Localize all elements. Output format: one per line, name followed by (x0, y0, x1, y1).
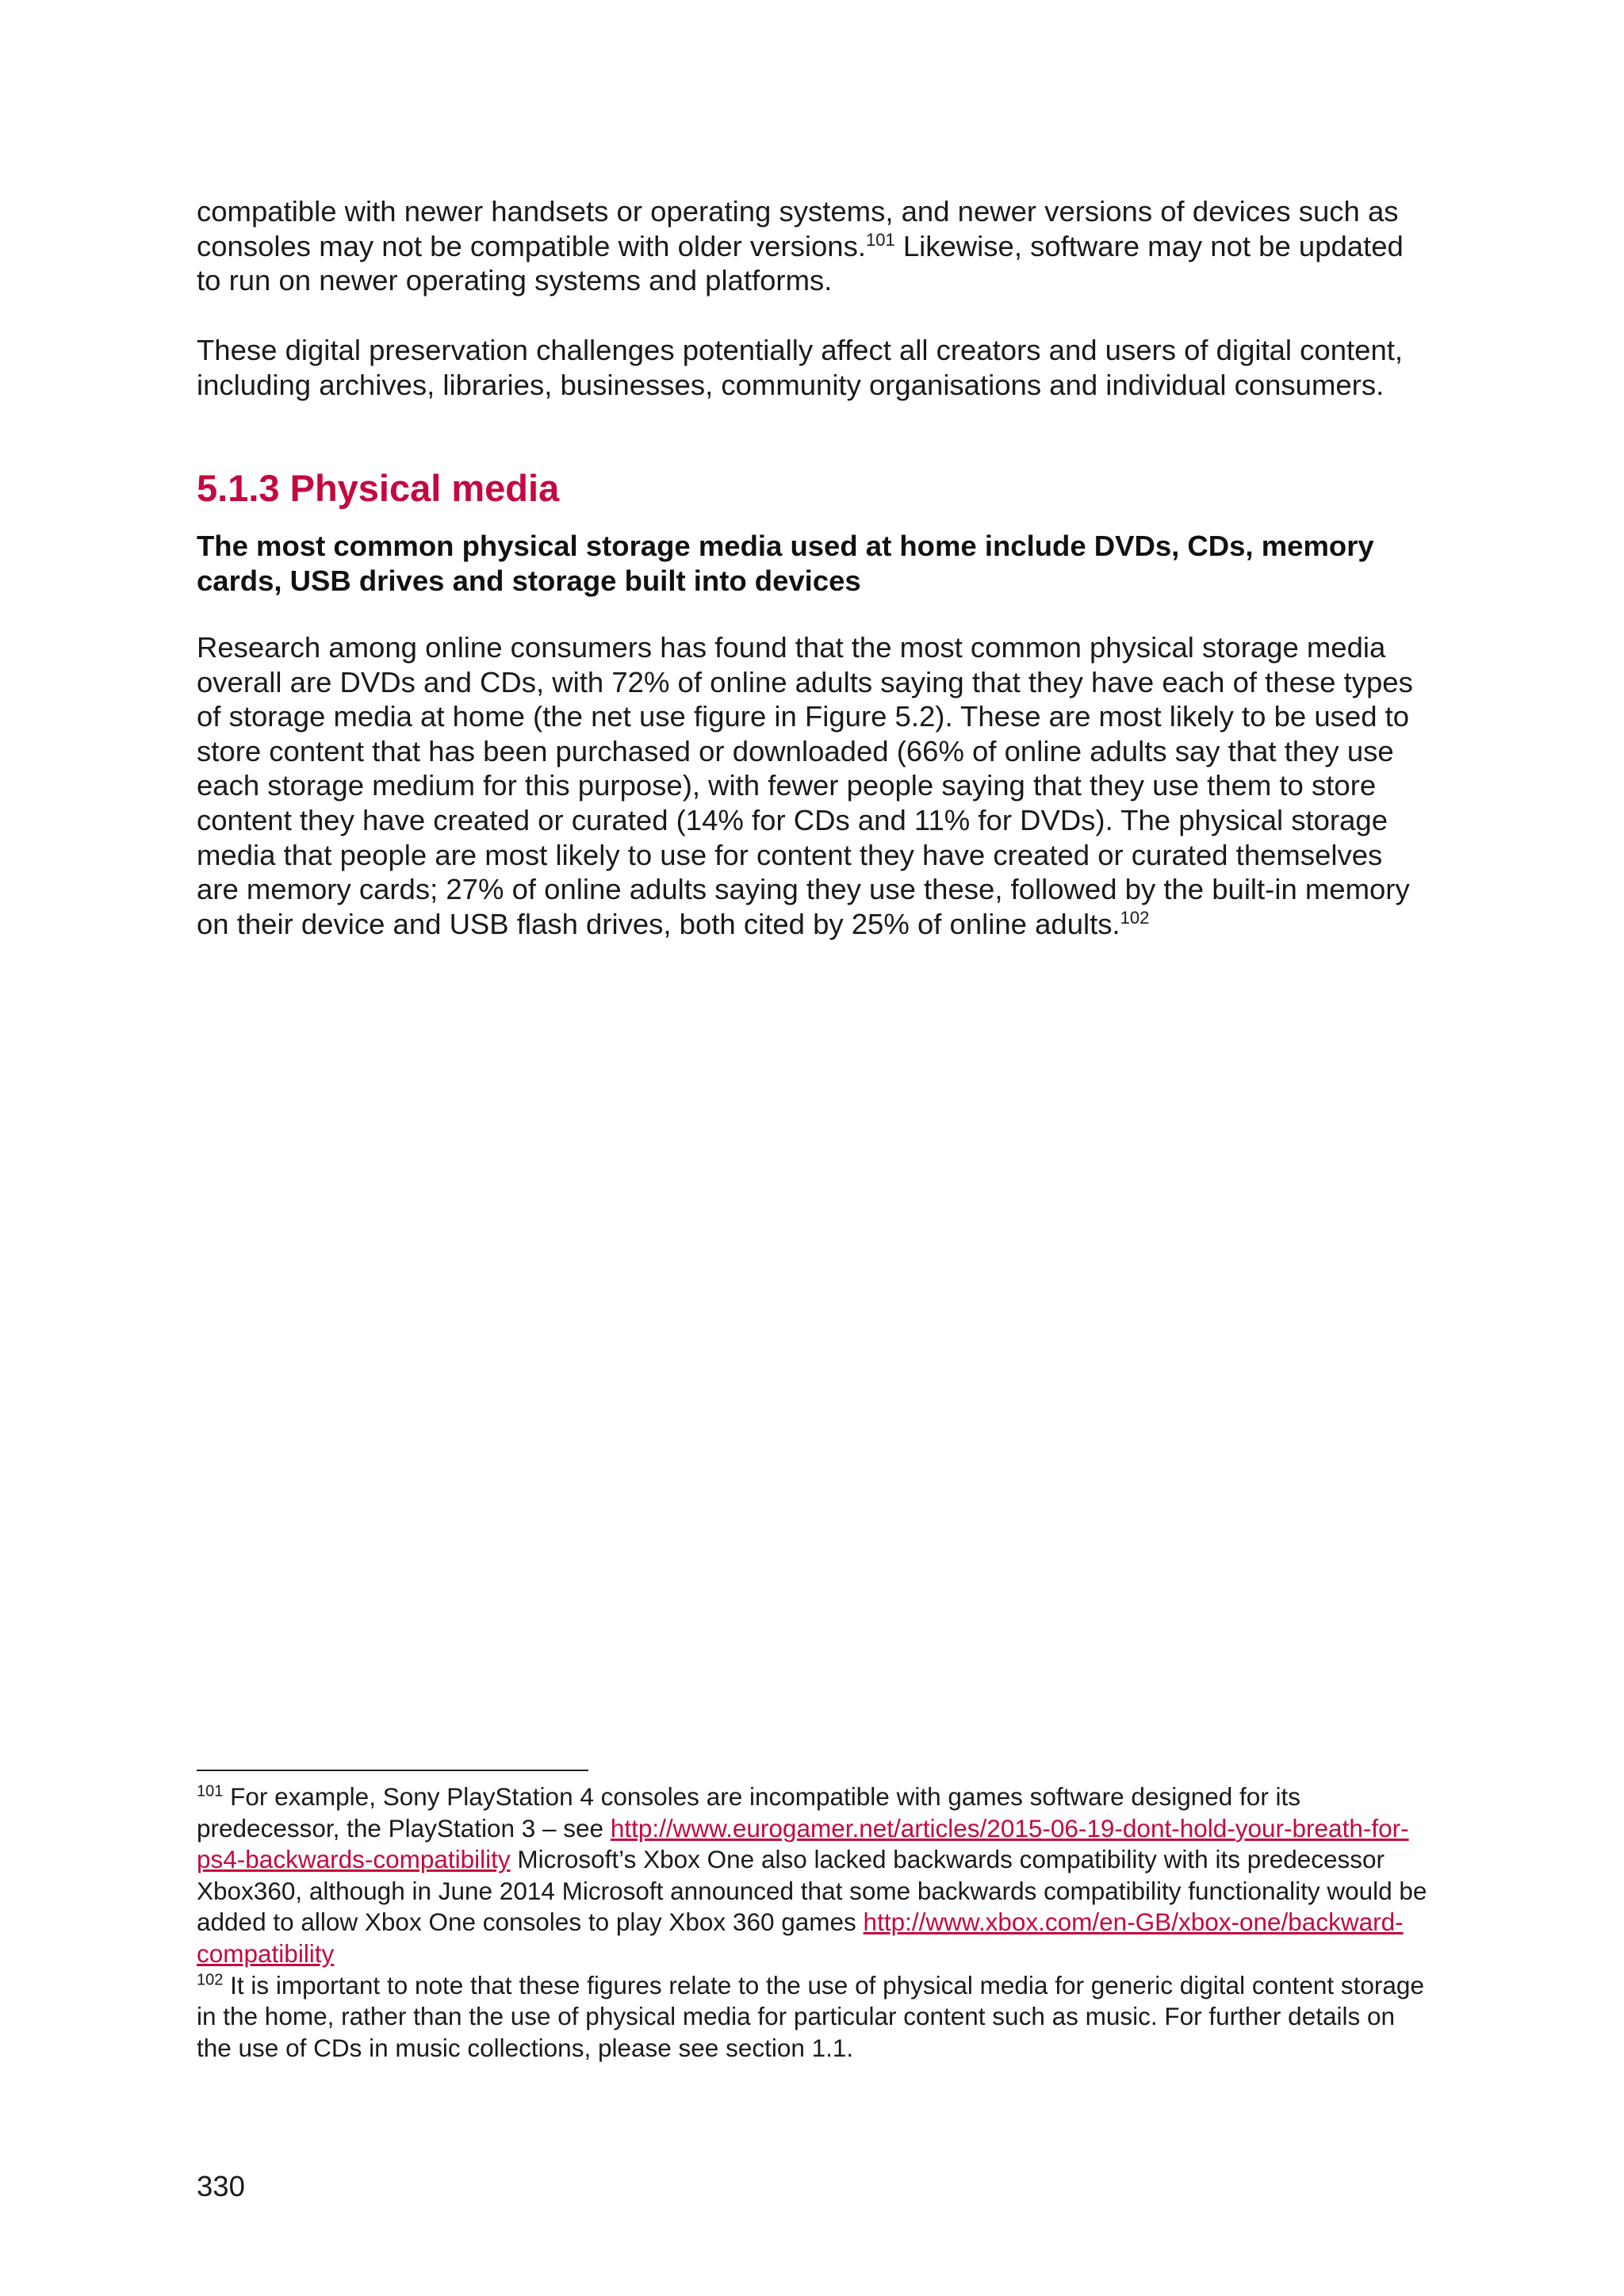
footnote-ref-101[interactable]: 101 (865, 229, 895, 250)
footnote-text: It is important to note that these figures relate to the use of physical media for generic digital content storage in the home, rather than the use of physical media for particular content such as music. For further details on the use of CDs in music collections, please see section 1.1. (197, 1970, 1424, 2062)
footnote-divider (197, 1770, 588, 1771)
footnotes (197, 1781, 1434, 2064)
footnote-number: 102 (197, 1971, 224, 1989)
footnote-text: Microsoft’s Xbox One also lacked backwards compatibility with its predecessor Xbox360, although in June 2014 Microsoft announced that some backwards compatibility functionality would be added to allow Xbox One consoles to play Xbox 360 games (197, 1845, 1427, 1937)
footnote-102 (197, 1970, 1434, 2064)
section-subheading: The most common physical storage media used at home include DVDs, CDs, memory cards, USB drives and storage built into devices (197, 530, 1374, 597)
paragraph-text: Research among online consumers has found that the most common physical storage media overall are DVDs and CDs, with 72% of online adults saying that they have each of these types of storage media at home (the net use figure in Figure 5.2). These are most likely to be used to store content that has been purchased or downloaded (66% of online adults say that they use each storage medium for this purpose), with fewer people saying that they use them to store content they have created or curated (14% for CDs and 11% for DVDs). The physical storage media that people are most likely to use for content they have created or curated themselves are memory cards; 27% of online adults saying they use these, followed by the built-in memory on their device and USB flash drives, both cited by 25% of online adults. (197, 631, 1413, 940)
paragraph-text: Likewise, software may not be updated to run on newer operating systems and platforms. (197, 229, 1404, 297)
body-paragraph-3 (197, 630, 1427, 941)
footnote-101 (197, 1781, 1434, 1970)
section-heading: 5.1.3 Physical media (197, 467, 560, 509)
page-number: 330 (197, 2170, 245, 2202)
xbox-link[interactable]: http://www.xbox.com/en-GB/xbox-one/backward-compatibility (197, 1908, 1404, 1968)
paragraph-text: compatible with newer handsets or operating systems, and newer versions of devices such as consoles may not be compatible with older versions. (197, 195, 1399, 262)
footnote-text: For example, Sony PlayStation 4 consoles are incompatible with games software designed for its predecessor, the PlayStation 3 – see (197, 1782, 1301, 1843)
body-paragraph-1 (197, 194, 1427, 298)
footnote-number: 101 (197, 1782, 224, 1800)
eurogamer-link[interactable]: http://www.eurogamer.net/articles/2015-06-19-dont-hold-your-breath-for-ps4-backwards-compatibility (197, 1813, 1409, 1874)
footnote-ref-102[interactable]: 102 (1120, 907, 1150, 928)
body-paragraph-2: These digital preservation challenges potentially affect all creators and users of digital content, including archives, libraries, businesses, community organisations and individual consumers. (197, 334, 1404, 401)
